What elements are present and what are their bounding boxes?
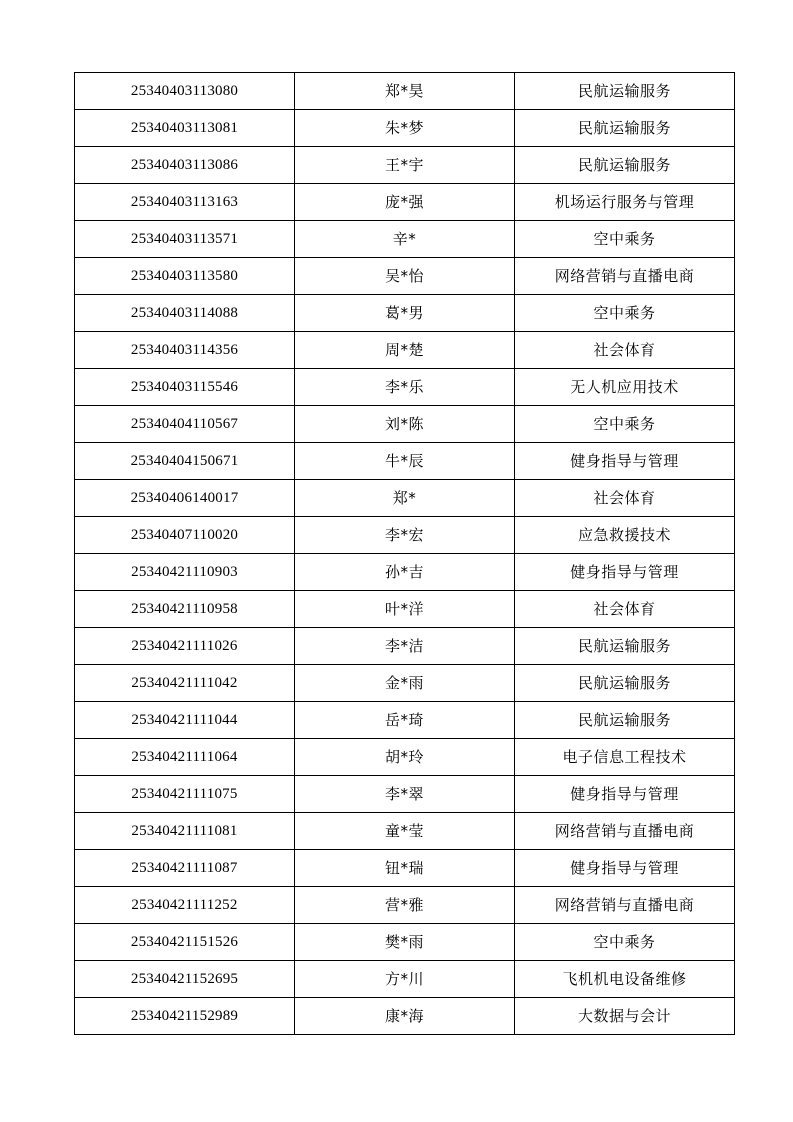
cell-major: 民航运输服务 <box>515 702 735 739</box>
table-row <box>75 295 735 332</box>
table-row <box>75 480 735 517</box>
candidate-roster-table <box>74 72 735 1035</box>
cell-name: 王*宇 <box>295 147 515 184</box>
cell-candidate-id: 25340421111081 <box>75 813 295 850</box>
cell-name: 李*洁 <box>295 628 515 665</box>
cell-major: 机场运行服务与管理 <box>515 184 735 221</box>
cell-major: 民航运输服务 <box>515 73 735 110</box>
cell-name: 辛* <box>295 221 515 258</box>
cell-candidate-id: 25340403113080 <box>75 73 295 110</box>
cell-major: 社会体育 <box>515 332 735 369</box>
cell-name: 胡*玲 <box>295 739 515 776</box>
table-row <box>75 998 735 1035</box>
table-row <box>75 443 735 480</box>
table-row <box>75 924 735 961</box>
cell-candidate-id: 25340403113580 <box>75 258 295 295</box>
cell-major: 飞机机电设备维修 <box>515 961 735 998</box>
cell-major: 电子信息工程技术 <box>515 739 735 776</box>
cell-name: 庞*强 <box>295 184 515 221</box>
cell-name: 康*海 <box>295 998 515 1035</box>
table-body <box>75 73 735 1035</box>
cell-candidate-id: 25340421151526 <box>75 924 295 961</box>
cell-major: 空中乘务 <box>515 924 735 961</box>
cell-candidate-id: 25340421111026 <box>75 628 295 665</box>
table-row <box>75 258 735 295</box>
cell-candidate-id: 25340421111042 <box>75 665 295 702</box>
cell-major: 民航运输服务 <box>515 665 735 702</box>
cell-candidate-id: 25340421111075 <box>75 776 295 813</box>
cell-name: 朱*梦 <box>295 110 515 147</box>
cell-candidate-id: 25340421152695 <box>75 961 295 998</box>
table-row <box>75 739 735 776</box>
cell-name: 童*莹 <box>295 813 515 850</box>
cell-name: 郑* <box>295 480 515 517</box>
cell-major: 应急救援技术 <box>515 517 735 554</box>
cell-name: 李*乐 <box>295 369 515 406</box>
cell-major: 空中乘务 <box>515 295 735 332</box>
cell-candidate-id: 25340404150671 <box>75 443 295 480</box>
cell-candidate-id: 25340404110567 <box>75 406 295 443</box>
table-row <box>75 813 735 850</box>
table-row <box>75 776 735 813</box>
cell-major: 网络营销与直播电商 <box>515 258 735 295</box>
table-row <box>75 554 735 591</box>
cell-candidate-id: 25340403114356 <box>75 332 295 369</box>
cell-name: 周*楚 <box>295 332 515 369</box>
cell-candidate-id: 25340407110020 <box>75 517 295 554</box>
table-row <box>75 850 735 887</box>
cell-name: 方*川 <box>295 961 515 998</box>
table-row <box>75 221 735 258</box>
cell-name: 郑*昊 <box>295 73 515 110</box>
cell-major: 社会体育 <box>515 591 735 628</box>
cell-name: 孙*吉 <box>295 554 515 591</box>
cell-candidate-id: 25340403113571 <box>75 221 295 258</box>
cell-candidate-id: 25340406140017 <box>75 480 295 517</box>
table-row <box>75 184 735 221</box>
table-row <box>75 961 735 998</box>
cell-candidate-id: 25340421152989 <box>75 998 295 1035</box>
table-row <box>75 147 735 184</box>
table-row <box>75 702 735 739</box>
cell-candidate-id: 25340403113081 <box>75 110 295 147</box>
cell-name: 牛*辰 <box>295 443 515 480</box>
cell-major: 健身指导与管理 <box>515 443 735 480</box>
table-row <box>75 110 735 147</box>
cell-name: 吴*怡 <box>295 258 515 295</box>
cell-major: 健身指导与管理 <box>515 850 735 887</box>
cell-name: 营*雅 <box>295 887 515 924</box>
table-row <box>75 887 735 924</box>
cell-candidate-id: 25340421111044 <box>75 702 295 739</box>
cell-name: 钮*瑞 <box>295 850 515 887</box>
cell-name: 李*翠 <box>295 776 515 813</box>
table-row <box>75 628 735 665</box>
cell-candidate-id: 25340403113086 <box>75 147 295 184</box>
cell-major: 社会体育 <box>515 480 735 517</box>
table-row <box>75 369 735 406</box>
table-row <box>75 591 735 628</box>
cell-major: 空中乘务 <box>515 221 735 258</box>
cell-name: 樊*雨 <box>295 924 515 961</box>
cell-major: 健身指导与管理 <box>515 776 735 813</box>
cell-name: 金*雨 <box>295 665 515 702</box>
cell-candidate-id: 25340421111252 <box>75 887 295 924</box>
cell-major: 网络营销与直播电商 <box>515 887 735 924</box>
table-row <box>75 73 735 110</box>
table-row <box>75 517 735 554</box>
cell-candidate-id: 25340403114088 <box>75 295 295 332</box>
cell-name: 葛*男 <box>295 295 515 332</box>
cell-name: 叶*洋 <box>295 591 515 628</box>
table-row <box>75 406 735 443</box>
cell-candidate-id: 25340421111064 <box>75 739 295 776</box>
table-row <box>75 665 735 702</box>
cell-candidate-id: 25340403115546 <box>75 369 295 406</box>
cell-name: 岳*琦 <box>295 702 515 739</box>
cell-major: 网络营销与直播电商 <box>515 813 735 850</box>
cell-major: 无人机应用技术 <box>515 369 735 406</box>
cell-major: 民航运输服务 <box>515 110 735 147</box>
cell-name: 刘*陈 <box>295 406 515 443</box>
cell-major: 健身指导与管理 <box>515 554 735 591</box>
cell-candidate-id: 25340421111087 <box>75 850 295 887</box>
cell-major: 大数据与会计 <box>515 998 735 1035</box>
cell-name: 李*宏 <box>295 517 515 554</box>
cell-major: 空中乘务 <box>515 406 735 443</box>
cell-major: 民航运输服务 <box>515 147 735 184</box>
cell-candidate-id: 25340421110903 <box>75 554 295 591</box>
cell-candidate-id: 25340403113163 <box>75 184 295 221</box>
cell-candidate-id: 25340421110958 <box>75 591 295 628</box>
cell-major: 民航运输服务 <box>515 628 735 665</box>
table-row <box>75 332 735 369</box>
